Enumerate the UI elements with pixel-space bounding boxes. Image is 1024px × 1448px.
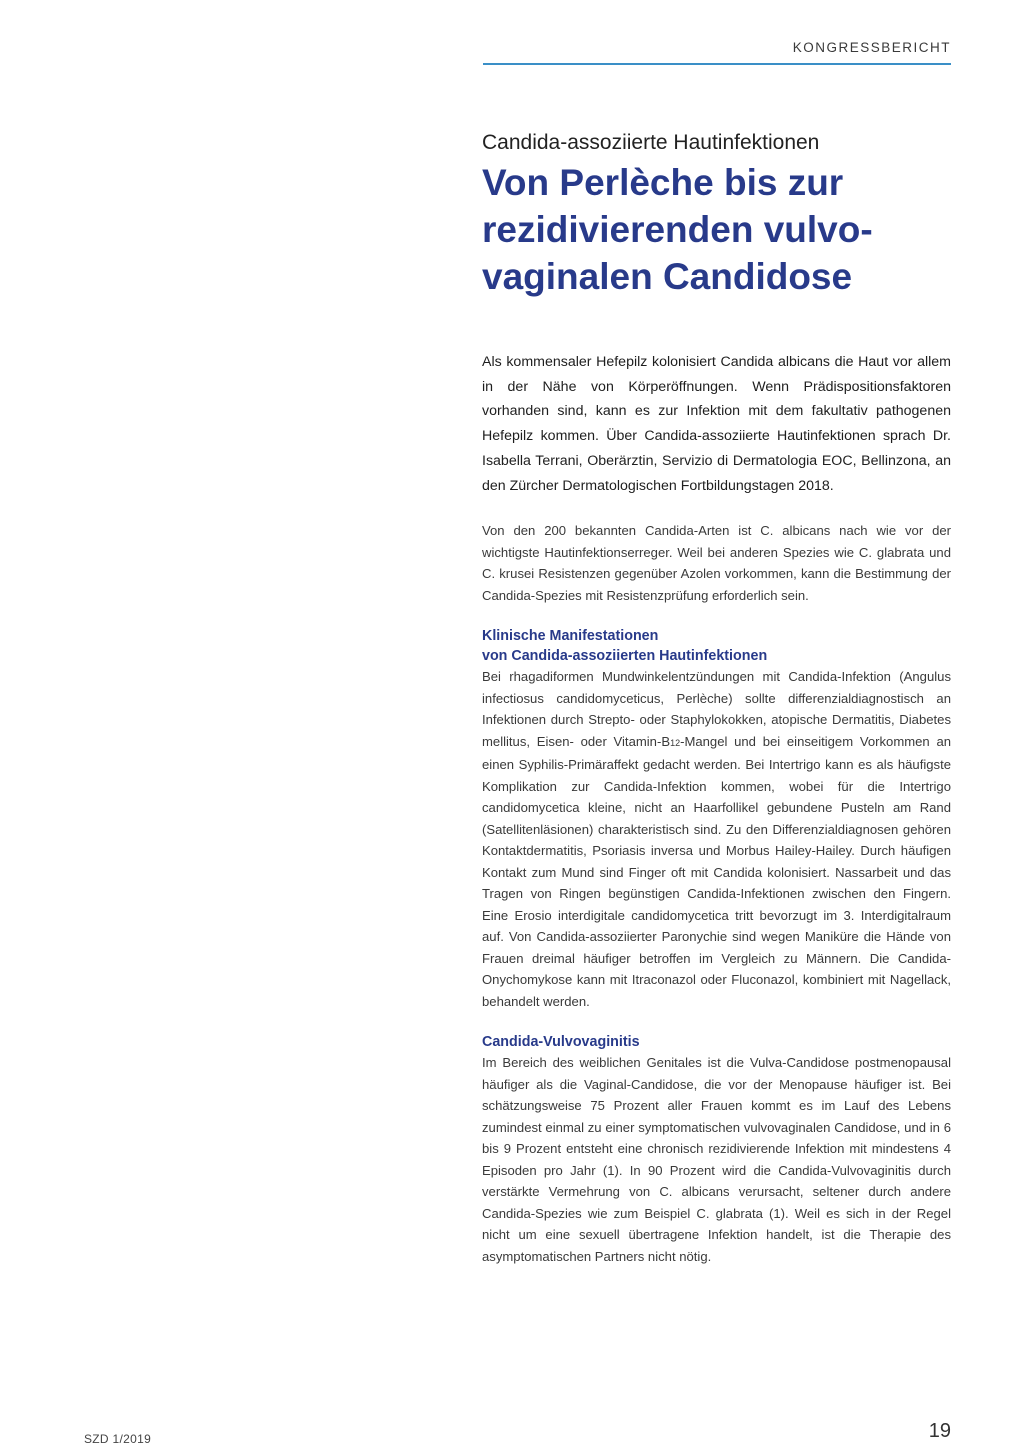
section1-text-part-1: Bei rhagadiformen Mundwinkelentzündungen mit Candida-Infektion (Angulus infectiosus candidomyceticus, Perlèche) sollte differenzialdiagnostisch an Infektionen durch Strepto- oder Staphylokokken, atopische Dermatitis, Diabetes mellitus, Eisen- oder Vitamin-B: [482, 669, 951, 749]
section-label: KONGRESSBERICHT: [792, 40, 951, 55]
intro-paragraph: Von den 200 bekannten Candida-Arten ist C. albicans nach wie vor der wichtigste Hautinfektionserreger. Weil bei anderen Spezies wie C. glabrata und C. krusei Resistenzen gegenüber Azolen vorkommen, kann die Bestimmung der Candida-Spezies mit Resistenzprüfung erforderlich sein.: [482, 523, 951, 603]
article-column: [482, 128, 951, 1267]
title-line-2: rezidivierenden vulvo-: [482, 209, 873, 250]
article-kicker: Candida-assoziierte Hautinfektionen: [482, 131, 820, 154]
title-line-3: vaginalen Candidose: [482, 256, 853, 297]
vitamin-b12-subscript: 12: [670, 737, 681, 748]
section1-heading-line-2: von Candida-assoziierten Hautinfektionen: [482, 648, 768, 665]
section2-paragraph: Im Bereich des weiblichen Genitales ist die Vulva-Candidose postmenopausal häufiger als die Vaginal-Candidose, die vor der Menopause häufiger ist. Bei schätzungsweise 75 Prozent aller Frauen kommt es im Lauf des Lebens zumindest einmal zu einer symptomatischen vulvovaginalen Candidose, und in 6 bis 9 Prozent entsteht eine chronisch rezidivierende Infektion mit mindestens 4 Episoden pro Jahr (1). In 90 Prozent wird die Candida-Vulvovaginitis durch verstärkte Vermehrung von C. albicans verursacht, seltener durch andere Candida-Spezies wie zum Beispiel C. glabrata (1). Weil es sich in der Regel nicht um eine sexuell übertragene Infektion handelt, ist die Therapie des asymptomatischen Partners nicht nötig.: [482, 1055, 951, 1264]
section1-text-part-2: -Mangel und bei einseitigem Vorkommen an einen Syphilis-Primäraffekt gedacht werden. Bei Intertrigo kann es als häufigste Komplikation zur Candida-Infektion kommen, wobei für die Intertrigo candidomycetica kleine, nicht an Haarfollikel gebundene Pusteln am Rand (Satellitenläsionen) charakteristisch sind. Zu den Differenzialdiagnosen gehören Kontaktdermatitis, Psoriasis inversa und Morbus Hailey-Hailey. Durch häufigen Kontakt zum Mund sind Finger oft mit Candida kolonisiert. Nassarbeit und das Tragen von Ringen begünstigen Candida-Infektionen zwischen den Fingern. Eine Erosio interdigitale candidomycetica tritt bevorzugt im 3. Interdigitalraum auf. Von Candida-assoziierter Paronychie sind wegen Maniküre die Hände von Frauen dreimal häufiger betroffen im Vergleich zu Männern. Die Candida-Onychomykose kann mit Itraconazol oder Fluconazol, kombiniert mit Nagellack, behandelt werden.: [482, 733, 952, 1009]
section2-heading: Candida-Vulvovaginitis: [482, 1034, 640, 1051]
issue-label: SZD 1/2019: [84, 1432, 152, 1446]
section1-paragraph: [482, 666, 951, 1012]
page-number: 19: [928, 1420, 951, 1442]
article-title: [482, 158, 951, 300]
lead-paragraph: Als kommensaler Hefepilz kolonisiert Candida albicans die Haut vor allem in der Nähe von Körperöffnungen. Wenn Prädispositionsfaktoren vorhanden sind, kann es zur Infektion mit dem fakultativ pathogenen Hefepilz kommen. Über Candida-assoziierte Hautinfektionen sprach Dr. Isabella Terrani, Oberärztin, Servizio di Dermatologia EOC, Bellinzona, an den Zürcher Dermatologischen Fortbildungstagen 2018.: [482, 354, 951, 494]
header-rule: [483, 63, 951, 65]
title-line-1: Von Perlèche bis zur: [482, 162, 844, 203]
section1-heading: [482, 626, 951, 666]
section1-heading-line-1: Klinische Manifestationen: [482, 628, 659, 645]
